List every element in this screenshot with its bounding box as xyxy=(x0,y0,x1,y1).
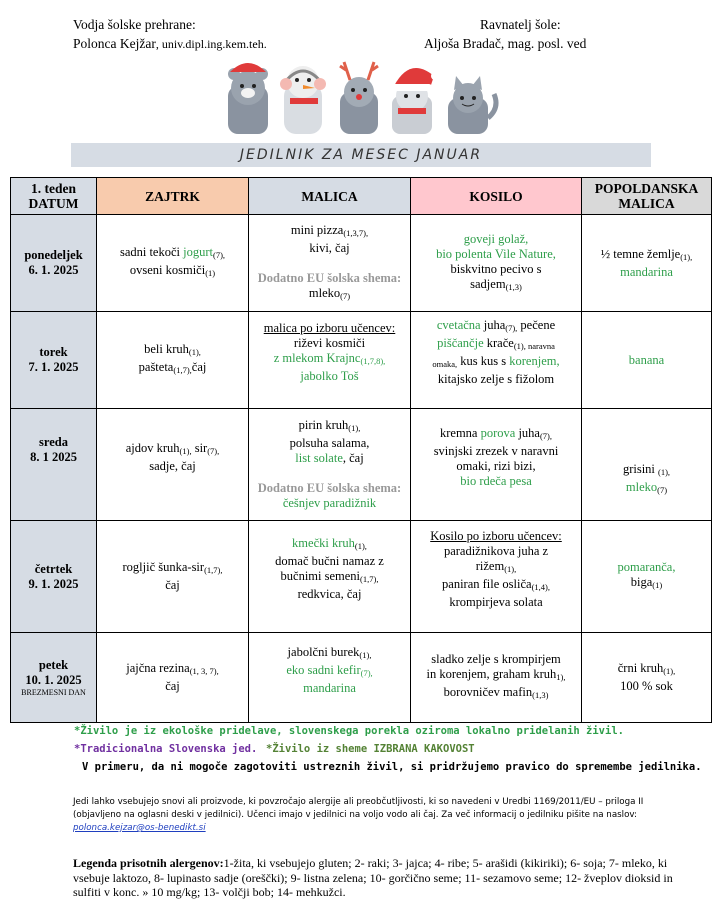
menu-title: JEDILNIK ZA MESEC JANUAR xyxy=(71,143,651,167)
winter-animals-illustration xyxy=(222,58,500,136)
manager-title: Vodja šolske prehrane: xyxy=(73,17,196,32)
table-row xyxy=(11,633,712,723)
principal xyxy=(424,15,586,53)
malica-cell: jabolčni burek(1), eko sadni kefir(7), mandarina xyxy=(249,633,411,723)
bear-icon xyxy=(228,63,274,134)
kosilo-cell: kremna porova juha(7), svinjski zrezek v naravni omaki, rizi bizi, bio rdeča pesa xyxy=(411,409,582,521)
principal-name: Aljoša Bradač, mag. posl. ved xyxy=(424,36,587,51)
manager-name: Polonca Kejžar, univ.dipl.ing.kem.teh. xyxy=(73,36,267,51)
malica-cell: pirin kruh(1), polsuha salama, list solate, čaj Dodatno EU šolska shema: češnjev paradižnik xyxy=(249,409,411,521)
zajtrk-cell: sadni tekoči jogurt(7), ovseni kosmiči(1) xyxy=(97,215,249,312)
zajtrk-cell: beli kruh(1), pašteta(1,7),čaj xyxy=(97,312,249,409)
allergen-legend xyxy=(73,856,673,900)
santa-hat-bunny-icon xyxy=(392,68,439,134)
header-popoldanska: POPOLDANSKA MALICA xyxy=(582,178,712,215)
principal-title: Ravnatelj šole: xyxy=(480,17,561,32)
header-malica: MALICA xyxy=(249,178,411,215)
kosilo-cell: cvetačna juha(7), pečene piščančje krače(1), naravna omaka, kus kus s korenjem, kitajsko zelje s fižolom xyxy=(411,312,582,409)
table-row xyxy=(11,312,712,409)
malica-cell: malica po izboru učencev: riževi kosmiči z mlekom Krajnc(1,7,8), jabolko Toš xyxy=(249,312,411,409)
popoldanska-cell: črni kruh(1), 100 % sok xyxy=(582,633,712,723)
malica-cell: mini pizza(1,3,7), kivi, čaj Dodatno EU šolska shema: mleko(7) xyxy=(249,215,411,312)
popoldanska-cell: ½ temne žemlje(1), mandarina xyxy=(582,215,712,312)
header-kosilo: KOSILO xyxy=(411,178,582,215)
cat-icon xyxy=(448,76,496,134)
day-cell: torek 7. 1. 2025 xyxy=(11,312,97,409)
quality-note: *Živilo iz sheme IZBRANA KAKOVOST xyxy=(266,743,475,755)
contact-email-link[interactable]: polonca.kejzar@os-benedikt.si xyxy=(73,823,206,833)
traditional-note: *Tradicionalna Slovenska jed. xyxy=(74,743,258,755)
table-row xyxy=(11,215,712,312)
kosilo-cell: Kosilo po izboru učencev: paradižnikova juha z rižem(1), paniran file osliča(1,4), krompirjeva solata xyxy=(411,521,582,633)
snowman-icon xyxy=(280,66,326,134)
menu-table xyxy=(10,177,712,723)
table-row xyxy=(11,409,712,521)
zajtrk-cell: rogljič šunka-sir(1,7), čaj xyxy=(97,521,249,633)
reindeer-icon xyxy=(340,62,378,134)
popoldanska-cell: grisini (1), mleko(7) xyxy=(582,409,712,521)
change-note: V primeru, da ni mogoče zagotoviti ustreznih živil, si pridržujemo pravico do spremembe jedilnika. xyxy=(82,761,702,773)
kosilo-cell: goveji golaž, bio polenta Vile Nature, biskvitno pecivo s sadjem(1,3) xyxy=(411,215,582,312)
header-day: 1. teden DATUM xyxy=(11,178,97,215)
popoldanska-cell: pomaranča, biga(1) xyxy=(582,521,712,633)
zajtrk-cell: jajčna rezina(1, 3, 7), čaj xyxy=(97,633,249,723)
header-zajtrk: ZAJTRK xyxy=(97,178,249,215)
eco-note: *Živilo je iz ekološke pridelave, slovenskega porekla oziroma lokalno pridelanih živil. xyxy=(74,725,624,737)
table-row xyxy=(11,521,712,633)
zajtrk-cell: ajdov kruh(1), sir(7), sadje, čaj xyxy=(97,409,249,521)
legend-title: Legenda prisotnih alergenov: xyxy=(73,856,224,870)
table-header-row xyxy=(11,178,712,215)
popoldanska-cell: banana xyxy=(582,312,712,409)
day-cell: ponedeljek 6. 1. 2025 xyxy=(11,215,97,312)
day-cell: petek 10. 1. 2025 BREZMESNI DAN xyxy=(11,633,97,723)
legend-text: 1-žita, ki vsebujejo gluten; 2- raki; 3- jajca; 4- ribe; 5- arašidi (kikiriki); 6- soja; 7- mleko, ki vsebuje laktozo, 8- lupinasto sadje (oreščki); 9- listna zelena; 10- gorčično seme; 11- sezamovo seme; 12- žveplov dioksid in sulfiti v konc. » 10 mg/kg; 13- volčji bob; 14- mehkužci. xyxy=(73,856,673,899)
school-meals-manager xyxy=(73,15,267,54)
day-cell: četrtek 9. 1. 2025 xyxy=(11,521,97,633)
day-cell: sreda 8. 1 2025 xyxy=(11,409,97,521)
malica-cell: kmečki kruh(1), domač bučni namaz z bučnimi semeni(1,7), redkvica, čaj xyxy=(249,521,411,633)
kosilo-cell: sladko zelje s krompirjem in korenjem, graham kruh1), borovničev mafin(1,3) xyxy=(411,633,582,723)
allergens-info: Jedi lahko vsebujejo snovi ali proizvode, ki povzročajo alergije ali preobčutljivosti, ki so navedeni v Uredbi 1169/2011/EU – priloga II (objavljeno na oglasni deski v jedilnici). Učenci imajo v jedilnici na voljo vodo ali čaj. Za več informacij o jedilniku pišite na naslov: polonca.kejzar@os-benedikt.si xyxy=(73,797,644,833)
